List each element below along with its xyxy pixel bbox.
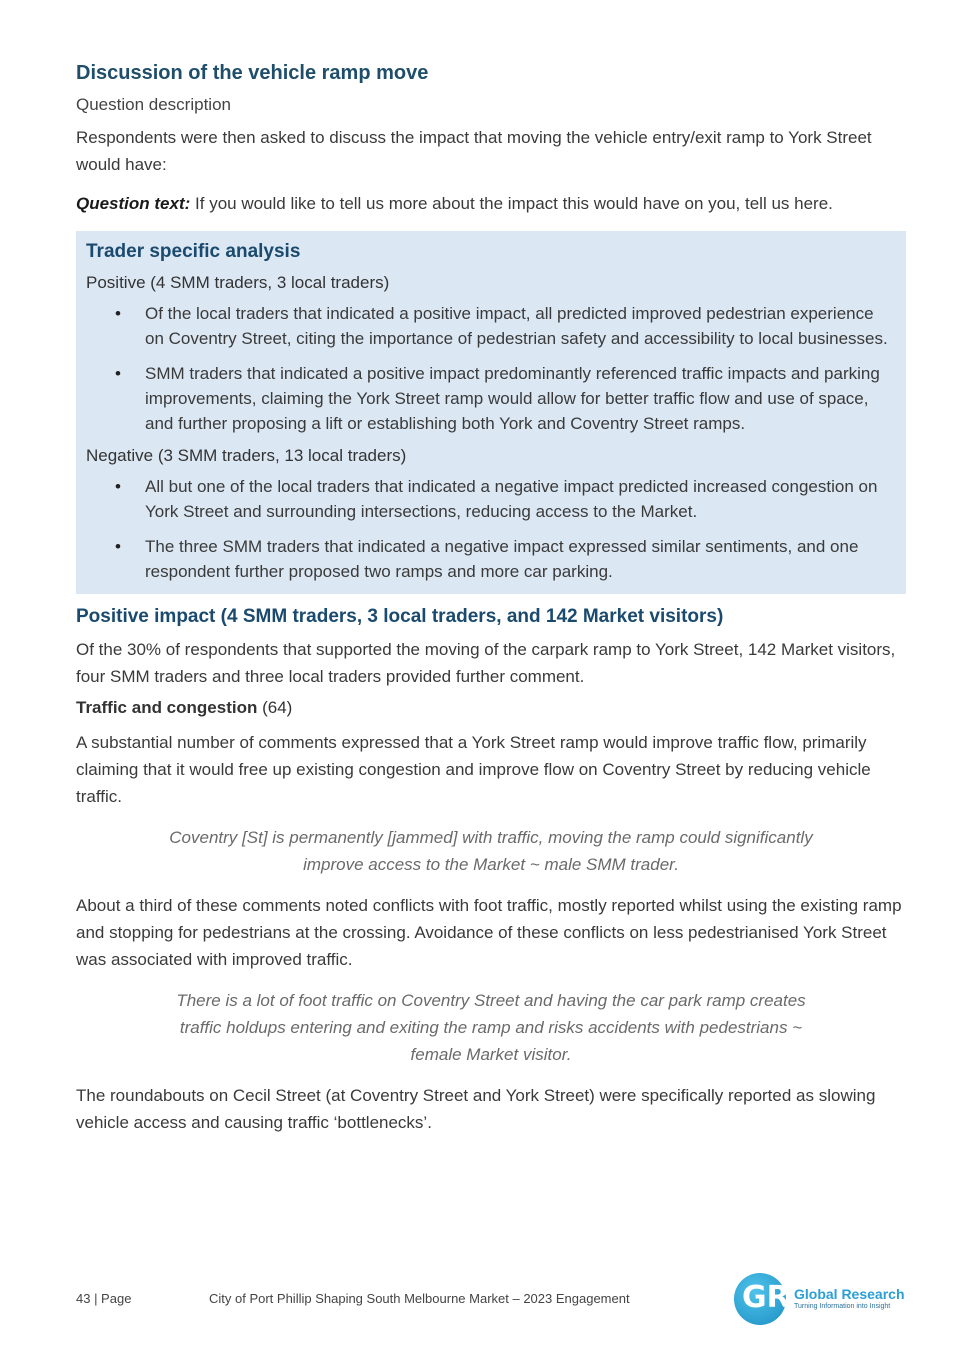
question-body: If you would like to tell us more about the impact this would have on you, tell us here.	[190, 194, 833, 213]
logo-mark-text: GR	[742, 1280, 790, 1315]
question-text	[76, 190, 906, 217]
quote-1: Coventry [St] is permanently [jammed] with traffic, moving the ramp could significantly improve access to the Market ~ male SMM trader.	[169, 828, 813, 874]
list-item: • Of the local traders that indicated a positive impact, all predicted improved pedestrian experience on Coventry Street, citing the importance of pedestrian safety and accessibility to local businesses.	[145, 301, 896, 351]
list-item: • SMM traders that indicated a positive impact predominantly referenced traffic impacts and parking improvements, claiming the York Street ramp would allow for better traffic flow and use of space, and further proposing a lift or establishing both York and Coventry Street ramps.	[145, 361, 896, 436]
document-title: City of Port Phillip Shaping South Melbourne Market – 2023 Engagement	[209, 1291, 630, 1306]
question-label: Question text:	[76, 194, 191, 213]
quote-2: There is a lot of foot traffic on Coventry Street and having the car park ramp creates traffic holdups entering and exiting the ramp and risks accidents with pedestrians ~ female Market visitor.	[176, 991, 806, 1064]
traffic-heading	[76, 694, 906, 721]
traffic-count: (64)	[257, 698, 293, 717]
traffic-paragraph-2: About a third of these comments noted conflicts with foot traffic, mostly reported whilst using the existing ramp and stopping for pedestrians at the crossing. Avoidance of these conflicts on less pedestrianised York Street was associated with improved traffic.	[76, 896, 902, 969]
traffic-heading-label: Traffic and congestion	[76, 698, 258, 717]
negative-heading: Negative (3 SMM traders, 13 local traders)	[86, 446, 407, 465]
negative-list	[86, 474, 896, 584]
global-research-logo	[734, 1273, 914, 1333]
page-content	[76, 62, 906, 1136]
trader-box-title: Trader specific analysis	[86, 241, 301, 262]
page-footer	[76, 1280, 906, 1327]
trader-analysis-box	[76, 231, 906, 594]
section-intro: Respondents were then asked to discuss the impact that moving the vehicle entry/exit ramp to York Street would have:	[76, 128, 872, 174]
positive-impact-intro: Of the 30% of respondents that supported the moving of the carpark ramp to York Street, 142 Market visitors, four SMM traders and three local traders provided further comment.	[76, 640, 896, 686]
logo-tagline: Turning Information into Insight	[794, 1303, 891, 1310]
list-item: • The three SMM traders that indicated a negative impact expressed similar sentiments, and one respondent further proposed two ramps and more car parking.	[145, 534, 896, 584]
traffic-paragraph-3: The roundabouts on Cecil Street (at Coventry Street and York Street) were specifically reported as slowing vehicle access and causing traffic ‘bottlenecks’.	[76, 1086, 876, 1132]
page-number: 43 | Page	[76, 1291, 132, 1306]
logo-name: Global Research	[794, 1286, 905, 1302]
positive-list	[86, 301, 896, 436]
positive-heading: Positive (4 SMM traders, 3 local traders)	[86, 273, 390, 292]
traffic-paragraph-1: A substantial number of comments expressed that a York Street ramp would improve traffic flow, primarily claiming that it would free up existing congestion and improve flow on Coventry Street by reducing vehicle traffic.	[76, 733, 871, 806]
positive-impact-title: Positive impact (4 SMM traders, 3 local traders, and 142 Market visitors)	[76, 606, 724, 627]
section-title: Discussion of the vehicle ramp move	[76, 62, 429, 84]
section-subtitle: Question description	[76, 95, 231, 114]
list-item: • All but one of the local traders that indicated a negative impact predicted increased congestion on York Street and surrounding intersections, reducing access to the Market.	[145, 474, 896, 524]
